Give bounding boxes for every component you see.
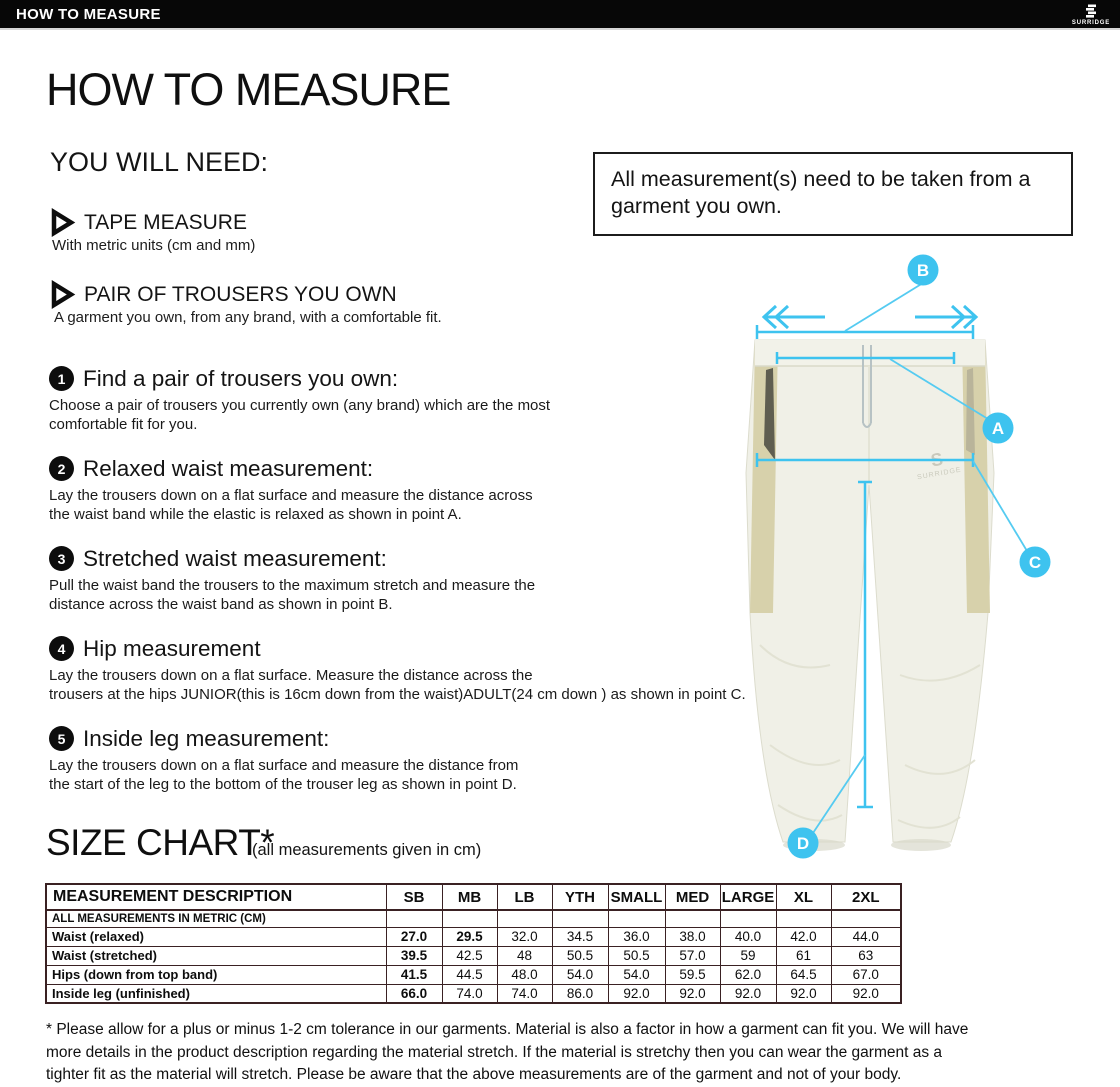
footnote-line: * Please allow for a plus or minus 1-2 cm tolerance in our garments. Material is also a factor in how a garment can fit you. We will have bbox=[46, 1021, 969, 1038]
size-chart-header: 2XL bbox=[831, 884, 901, 910]
size-chart-header: SB bbox=[386, 884, 442, 910]
size-chart-cell: 50.5 bbox=[552, 946, 608, 965]
need-item-subtitle: With metric units (cm and mm) bbox=[52, 237, 256, 254]
label-b-badge bbox=[908, 255, 939, 286]
need-item-title: TAPE MEASURE bbox=[84, 210, 247, 234]
size-chart-cell: 59.5 bbox=[665, 965, 720, 984]
notice-text: All measurement(s) need to be taken from a garment you own. bbox=[611, 167, 1031, 218]
size-chart-cell: 42.0 bbox=[776, 927, 831, 946]
size-chart-cell: 66.0 bbox=[386, 984, 442, 1003]
step-1 bbox=[49, 365, 749, 434]
step-heading: Find a pair of trousers you own: bbox=[83, 365, 399, 391]
size-chart-header: YTH bbox=[552, 884, 608, 910]
table-row bbox=[46, 984, 901, 1003]
topbar-title: HOW TO MEASURE bbox=[16, 5, 161, 23]
table-row bbox=[46, 965, 901, 984]
size-chart-cell: 92.0 bbox=[608, 984, 665, 1003]
step-heading: Relaxed waist measurement: bbox=[83, 455, 374, 481]
svg-text:S: S bbox=[929, 448, 945, 471]
size-chart-head bbox=[46, 884, 901, 910]
surridge-s-icon bbox=[1084, 4, 1098, 19]
size-chart-cell: 61 bbox=[776, 946, 831, 965]
step-5 bbox=[49, 725, 749, 794]
step-number-badge: 2 bbox=[49, 456, 74, 481]
table-row bbox=[46, 927, 901, 946]
size-chart-cell: 54.0 bbox=[608, 965, 665, 984]
step-body-line: Lay the trousers down on a flat surface and measure the distance from bbox=[49, 757, 519, 774]
size-chart-cell: 50.5 bbox=[608, 946, 665, 965]
size-chart-cell: 74.0 bbox=[442, 984, 497, 1003]
step-number-badge: 5 bbox=[49, 726, 74, 751]
footnote bbox=[46, 1019, 968, 1087]
size-chart-cell bbox=[552, 910, 608, 927]
svg-text:B: B bbox=[916, 261, 930, 280]
size-chart-cell: 67.0 bbox=[831, 965, 901, 984]
size-chart-row-label: Inside leg (unfinished) bbox=[46, 984, 386, 1003]
footnote-line: more details in the product description regarding the material stretch. If the material is stretchy then you can wear the garment as a bbox=[46, 1043, 943, 1061]
step-heading: Inside leg measurement: bbox=[83, 725, 330, 751]
size-chart-cell: 27.0 bbox=[386, 927, 442, 946]
svg-text:SURRIDGE: SURRIDGE bbox=[916, 466, 963, 482]
size-chart-cell: 41.5 bbox=[386, 965, 442, 984]
size-chart-cell bbox=[442, 910, 497, 927]
size-chart-cell: 59 bbox=[720, 946, 776, 965]
size-chart-cell: 92.0 bbox=[776, 984, 831, 1003]
need-item-subtitle: A garment you own, from any brand, with a comfortable fit. bbox=[54, 309, 442, 326]
svg-text:D: D bbox=[796, 834, 810, 853]
notice-box bbox=[593, 152, 1073, 236]
step-4 bbox=[49, 635, 749, 704]
topbar bbox=[0, 0, 1120, 30]
svg-text:A: A bbox=[991, 419, 1005, 438]
table-row bbox=[46, 946, 901, 965]
size-chart-table bbox=[45, 883, 902, 1004]
size-chart-cell bbox=[665, 910, 720, 927]
step-body-line: comfortable fit for you. bbox=[49, 415, 198, 433]
size-chart-header: XL bbox=[776, 884, 831, 910]
size-chart-body bbox=[46, 910, 901, 1003]
size-chart-cell: 40.0 bbox=[720, 927, 776, 946]
size-chart-cell bbox=[386, 910, 442, 927]
trousers-diagram bbox=[730, 245, 1120, 880]
step-body-line: the waist band while the elastic is relaxed as shown in point A. bbox=[49, 505, 462, 523]
step-body-line: distance across the waist band as shown in point B. bbox=[49, 595, 393, 613]
size-chart-cell bbox=[720, 910, 776, 927]
size-chart-row-label: Waist (stretched) bbox=[46, 946, 386, 965]
step-3 bbox=[49, 545, 749, 614]
step-body-line: Lay the trousers down on a flat surface. Measure the distance across the bbox=[49, 667, 533, 684]
size-chart-note: (all measurements given in cm) bbox=[252, 841, 482, 859]
step-number-badge: 1 bbox=[49, 366, 74, 391]
size-chart-cell bbox=[497, 910, 552, 927]
size-chart-header: SMALL bbox=[608, 884, 665, 910]
page-title: HOW TO MEASURE bbox=[46, 64, 451, 115]
svg-text:C: C bbox=[1028, 553, 1042, 572]
size-chart-cell: 57.0 bbox=[665, 946, 720, 965]
you-will-need-heading: YOU WILL NEED: bbox=[50, 147, 269, 177]
step-heading: Hip measurement bbox=[83, 635, 261, 661]
step-number-badge: 3 bbox=[49, 546, 74, 571]
size-chart-cell: 39.5 bbox=[386, 946, 442, 965]
size-chart-cell: 54.0 bbox=[552, 965, 608, 984]
size-chart-cell: 42.5 bbox=[442, 946, 497, 965]
size-chart-cell: 86.0 bbox=[552, 984, 608, 1003]
size-chart-cell: 32.0 bbox=[497, 927, 552, 946]
step-body-line: Lay the trousers down on a flat surface and measure the distance across bbox=[49, 487, 533, 504]
need-item-trousers bbox=[50, 281, 397, 308]
size-chart-cell: 64.5 bbox=[776, 965, 831, 984]
size-chart-cell bbox=[608, 910, 665, 927]
size-chart-header: MB bbox=[442, 884, 497, 910]
stretch-arrows bbox=[764, 306, 976, 328]
label-d-badge bbox=[788, 828, 819, 859]
size-chart-cell: 44.5 bbox=[442, 965, 497, 984]
size-chart-header: LARGE bbox=[720, 884, 776, 910]
size-chart-row-label: Hips (down from top band) bbox=[46, 965, 386, 984]
size-chart-header: LB bbox=[497, 884, 552, 910]
step-body-line: the start of the leg to the bottom of the trouser leg as shown in point D. bbox=[49, 775, 517, 793]
size-chart-cell bbox=[831, 910, 901, 927]
size-chart-cell bbox=[776, 910, 831, 927]
size-chart-cell: 62.0 bbox=[720, 965, 776, 984]
size-chart-cell: 74.0 bbox=[497, 984, 552, 1003]
size-chart-cell: 48 bbox=[497, 946, 552, 965]
step-number-badge: 4 bbox=[49, 636, 74, 661]
size-chart-cell: 34.5 bbox=[552, 927, 608, 946]
size-chart-cell: 38.0 bbox=[665, 927, 720, 946]
size-chart-header: MED bbox=[665, 884, 720, 910]
size-chart-cell: 36.0 bbox=[608, 927, 665, 946]
size-chart-metric-row: ALL MEASUREMENTS IN METRIC (CM) bbox=[46, 910, 386, 927]
surridge-logo bbox=[1072, 2, 1110, 26]
label-a-badge bbox=[983, 413, 1014, 444]
size-chart-cell: 29.5 bbox=[442, 927, 497, 946]
size-chart-cell: 92.0 bbox=[720, 984, 776, 1003]
size-chart-header: MEASUREMENT DESCRIPTION bbox=[46, 884, 386, 910]
size-chart-cell: 92.0 bbox=[831, 984, 901, 1003]
size-chart-cell: 44.0 bbox=[831, 927, 901, 946]
step-2 bbox=[49, 455, 749, 524]
label-c-badge bbox=[1020, 547, 1051, 578]
play-icon bbox=[50, 281, 74, 308]
footnote-line: tighter fit as the material will stretch. Please be aware that the above measurements are of the garment and not of your body. bbox=[46, 1066, 902, 1083]
brand-text: SURRIDGE bbox=[1071, 20, 1110, 26]
step-body-line: Choose a pair of trousers you currently own (any brand) which are the most bbox=[49, 397, 551, 414]
step-body-line: Pull the waist band the trousers to the maximum stretch and measure the bbox=[49, 577, 536, 594]
size-chart-cell: 48.0 bbox=[497, 965, 552, 984]
size-chart-row-label: Waist (relaxed) bbox=[46, 927, 386, 946]
size-chart-cell: 92.0 bbox=[665, 984, 720, 1003]
step-heading: Stretched waist measurement: bbox=[83, 545, 387, 571]
measure-line-b bbox=[757, 325, 973, 339]
need-item-tape-measure bbox=[50, 209, 247, 236]
size-chart-cell: 63 bbox=[831, 946, 901, 965]
play-icon bbox=[50, 209, 74, 236]
need-item-title: PAIR OF TROUSERS YOU OWN bbox=[84, 282, 397, 306]
size-chart-heading: SIZE CHART* bbox=[46, 822, 275, 863]
step-body-line: trousers at the hips JUNIOR(this is 16cm down from the waist)ADULT(24 cm down ) as shown in point C. bbox=[49, 685, 746, 703]
